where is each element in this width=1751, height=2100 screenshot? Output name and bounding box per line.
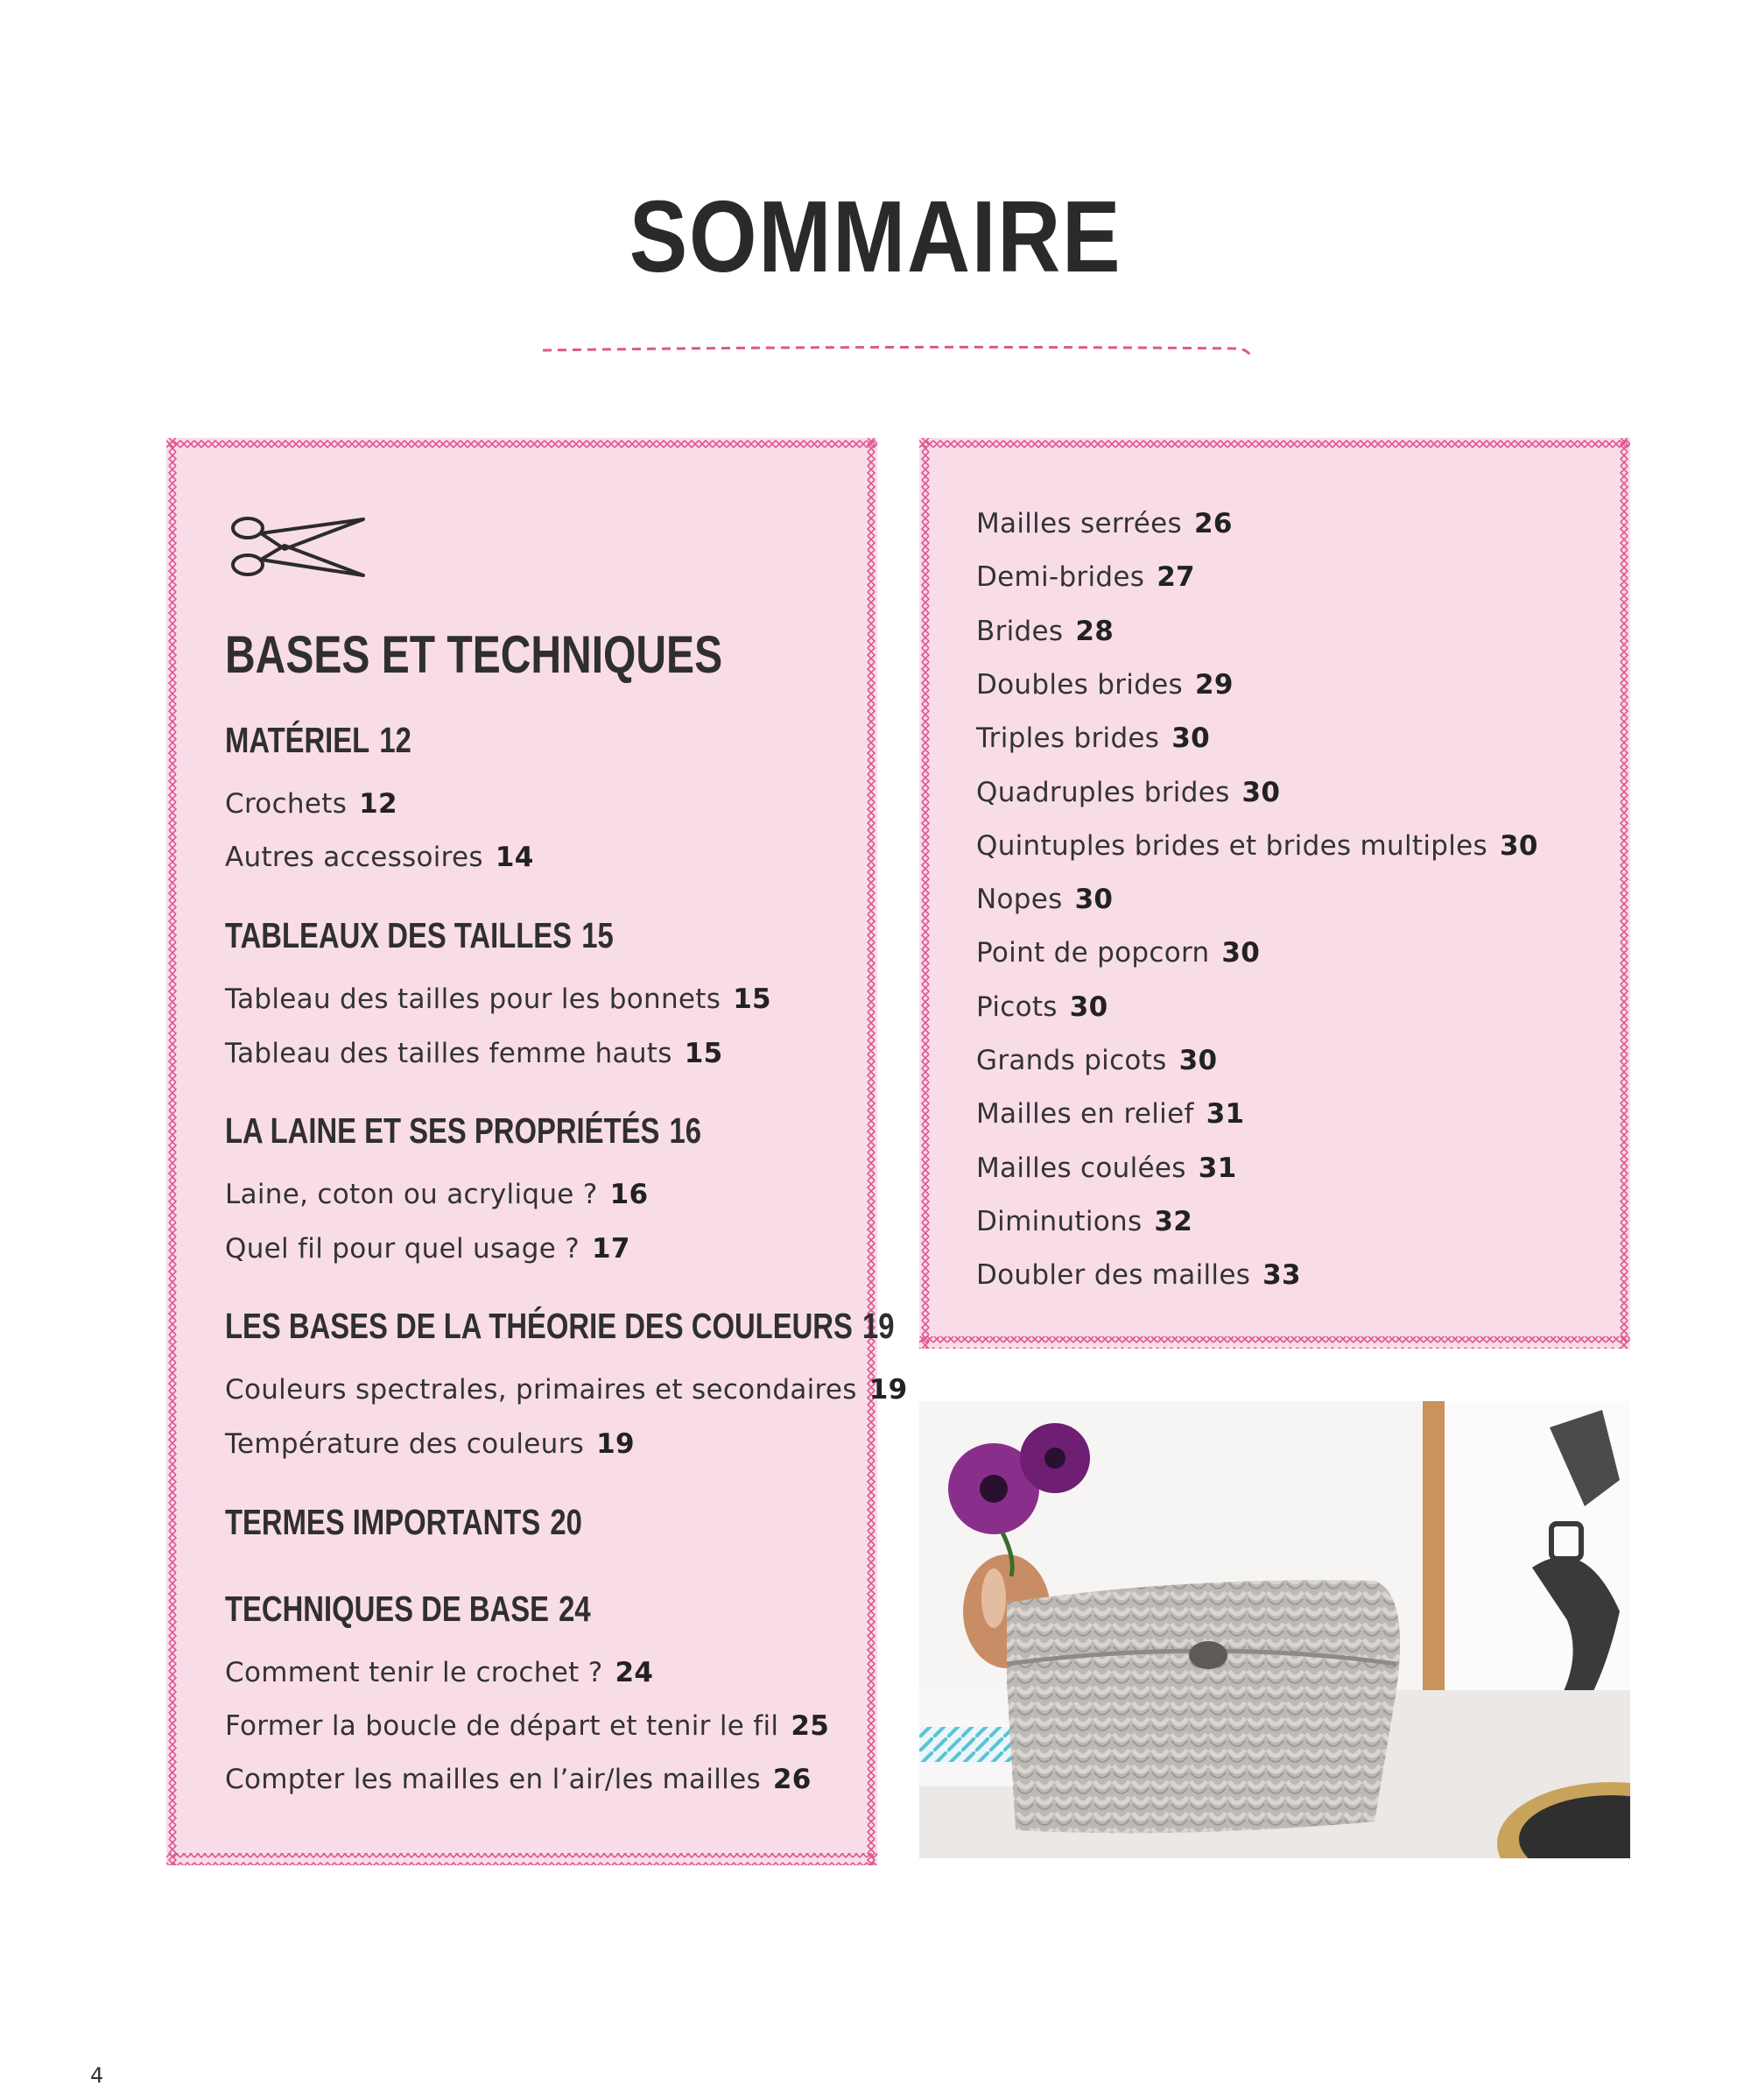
toc-entry-page: 27 [1157,561,1195,593]
toc-entry[interactable]: Tableau des tailles pour les bonnets 15 [225,983,771,1015]
toc-entry[interactable] [976,882,1113,917]
toc-entry-page: 33 [1262,1259,1301,1291]
toc-heading[interactable]: TECHNIQUES DE BASE 24 [225,1589,591,1629]
toc-entry[interactable]: Quel fil pour quel usage ? 17 [225,1233,630,1265]
toc-entry-label: Picots [976,991,1058,1023]
toc-entry[interactable] [976,1151,1236,1186]
toc-entry-label: Diminutions [976,1206,1143,1237]
toc-entry-page: 29 [1195,669,1234,701]
scissors-icon [223,512,368,582]
toc-entry-page: 32 [1154,1206,1193,1237]
toc-entry-label: Quadruples brides [976,777,1230,808]
toc-entry-label: Point de popcorn [976,937,1210,969]
section-title: BASES ET TECHNIQUES [225,625,723,684]
toc-entry-page: 31 [1198,1152,1237,1184]
crochet-clutch-photo [919,1401,1630,1858]
toc-entry-label: Brides [976,616,1064,647]
toc-entry-page: 26 [1193,508,1233,539]
toc-heading[interactable]: TABLEAUX DES TAILLES 15 [225,915,614,955]
toc-entry[interactable]: Laine, coton ou acrylique ? 16 [225,1179,649,1210]
toc-entry-label: Mailles serrées [976,508,1182,539]
toc-entry-page: 30 [1069,991,1108,1023]
toc-entry-label: Demi-brides [976,561,1145,593]
toc-entry-page: 30 [1074,884,1114,915]
toc-heading[interactable]: LES BASES DE LA THÉORIE DES COULEURS 19 [225,1306,895,1346]
toc-entry-page: 30 [1171,722,1210,754]
toc-entry[interactable] [976,935,1260,970]
toc-entry[interactable]: Compter les mailles en l’air/les mailles 26 [225,1764,812,1795]
toc-entry-page: 30 [1241,777,1281,808]
toc-entry-page: 30 [1178,1045,1218,1076]
toc-entry[interactable] [976,614,1114,649]
toc-entry[interactable]: Former la boucle de départ et tenir le fil 25 [225,1710,830,1742]
toc-entry-label: Triples brides [976,722,1160,754]
toc-entry[interactable] [976,1204,1192,1239]
toc-heading[interactable]: TERMES IMPORTANTS 20 [225,1502,582,1542]
toc-entry[interactable] [976,775,1280,810]
toc-entry[interactable] [976,1096,1244,1131]
toc-entry-label: Mailles en relief [976,1098,1194,1130]
toc-entry-page: 31 [1206,1098,1245,1130]
toc-entry-label: Quintuples brides et brides multiples [976,830,1487,862]
toc-heading[interactable]: MATÉRIEL 12 [225,720,411,760]
toc-entry-label: Nopes [976,884,1063,915]
page-number: 4 [90,2063,104,2088]
toc-entry[interactable]: Comment tenir le crochet ? 24 [225,1657,654,1688]
toc-entry-label: Grands picots [976,1045,1167,1076]
toc-entry[interactable] [976,560,1195,595]
toc-entry-page: 28 [1075,616,1115,647]
toc-entry[interactable]: Tableau des tailles femme hauts 15 [225,1038,723,1069]
page-title: SOMMAIRE [629,180,1122,293]
toc-entry[interactable] [976,1043,1217,1078]
toc-entry-page: 30 [1221,937,1261,969]
toc-entry[interactable]: Crochets 12 [225,788,397,820]
toc-entry[interactable]: Autres accessoires 14 [225,842,534,873]
toc-entry-label: Doubles brides [976,669,1183,701]
toc-entry[interactable] [976,721,1210,756]
toc-entry-label: Doubler des mailles [976,1259,1251,1291]
toc-entry[interactable]: Couleurs spectrales, primaires et secondaires 19 [225,1374,908,1406]
title-underline [538,340,1256,366]
toc-heading[interactable]: LA LAINE ET SES PROPRIÉTÉS 16 [225,1110,702,1151]
toc-entry[interactable]: Température des couleurs 19 [225,1428,635,1460]
toc-entry-page: 30 [1499,830,1538,862]
toc-entry[interactable] [976,1258,1301,1293]
toc-entry[interactable] [976,990,1108,1025]
toc-entry-label: Mailles coulées [976,1152,1186,1184]
toc-entry[interactable] [976,506,1233,541]
toc-entry[interactable] [976,667,1234,702]
toc-entry[interactable] [976,828,1538,863]
